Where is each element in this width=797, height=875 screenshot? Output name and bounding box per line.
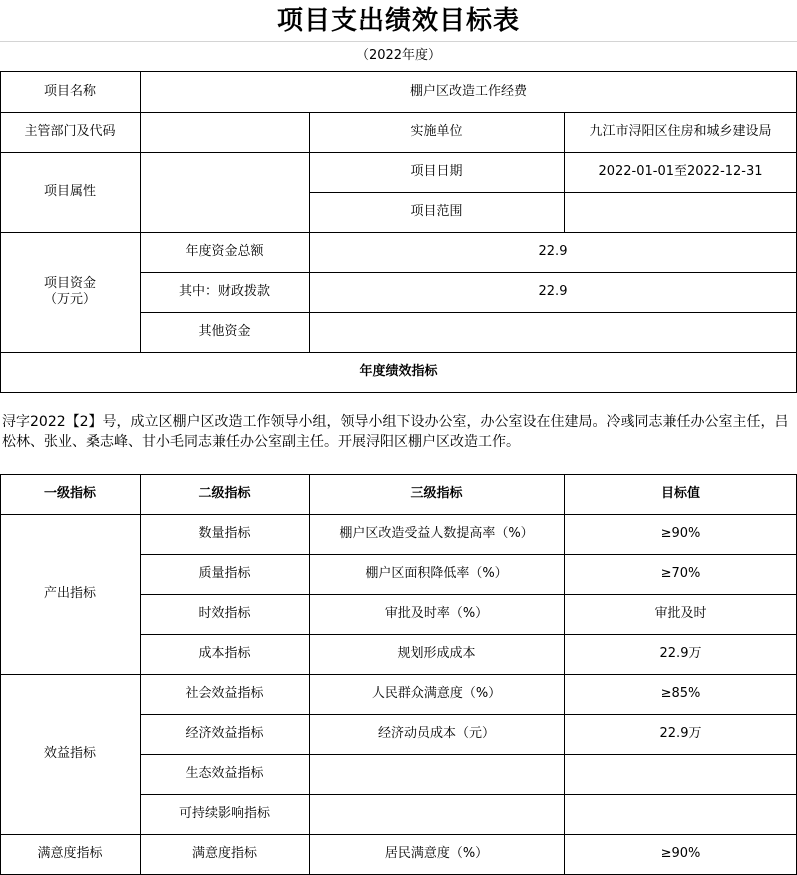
level2-cell: 数量指标 [198,526,251,541]
impl-unit-label: 实施单位 [410,124,463,139]
level3-cell: 棚户区面积降低率（%） [365,566,508,581]
target-cell: 22.9万 [659,726,702,741]
level3-cell: 经济动员成本（元） [377,726,495,741]
level3-cell: 居民满意度（%） [384,846,489,861]
level2-cell: 质量指标 [198,566,251,581]
total-funds-value: 22.9 [538,244,568,259]
year-label: （2022年度） [355,48,442,63]
funds-label [0,232,140,352]
level3-cell: 棚户区改造受益人数提高率（%） [339,526,534,541]
level3-cell [309,754,564,794]
target-cell: ≥85% [660,686,701,701]
level2-cell: 时效指标 [198,606,251,621]
perf-header: 年度绩效指标 [359,364,438,379]
funds-label-line1: 项目资金 [43,276,96,291]
target-cell [564,754,797,794]
funds-label-line2: （万元） [43,292,96,307]
level2-cell: 社会效益指标 [185,686,264,701]
level2-cell: 可持续影响指标 [178,806,270,821]
header-target: 目标值 [660,486,700,501]
other-funds-value [309,312,797,352]
level3-cell [309,794,564,834]
level1-satisfaction: 满意度指标 [37,846,103,861]
date-label: 项目日期 [410,164,463,179]
description-text: 浔字2022【2】号，成立区棚户区改造工作领导小组，领导小组下设办公室，办公室设在住建局。冷彧同志兼任办公室主任，吕松林、张业、桑志峰、甘小毛同志兼任办公室副主任。开展浔阳区棚户区改造工作。 [2,414,789,450]
level1-benefit: 效益指标 [43,746,96,761]
other-funds-label: 其他资金 [198,324,251,339]
level2-cell: 生态效益指标 [185,766,264,781]
fiscal-funds-value: 22.9 [538,284,568,299]
header-level2: 二级指标 [198,486,251,501]
target-cell: 审批及时 [654,606,707,621]
project-name-value: 棚户区改造工作经费 [409,83,527,99]
dept-value [140,112,309,152]
target-cell [564,794,797,834]
level2-cell: 成本指标 [198,646,251,661]
attr-value [140,152,309,232]
date-value: 2022-01-01至2022-12-31 [598,164,763,179]
target-cell: 22.9万 [659,646,702,661]
level1-output: 产出指标 [43,586,96,601]
scope-value [564,192,797,232]
total-funds-label: 年度资金总额 [185,244,264,259]
header-level1: 一级指标 [43,486,96,501]
page-title: 项目支出绩效目标表 [276,5,520,36]
impl-unit-value: 九江市浔阳区住房和城乡建设局 [589,124,772,139]
target-cell: ≥70% [660,566,701,581]
scope-label: 项目范围 [410,204,463,219]
level3-cell: 人民群众满意度（%） [371,686,502,701]
level2-cell: 满意度指标 [191,846,257,861]
dept-label: 主管部门及代码 [24,124,116,139]
attr-label: 项目属性 [43,184,96,199]
target-cell: ≥90% [660,526,701,541]
project-name-label: 项目名称 [43,83,96,99]
target-cell: ≥90% [660,846,701,861]
level2-cell: 经济效益指标 [185,726,264,741]
fiscal-funds-label: 其中：财政拨款 [178,284,270,299]
level3-cell: 审批及时率（%） [384,606,489,621]
level3-cell: 规划形成成本 [397,646,476,661]
header-level3: 三级指标 [410,486,463,501]
